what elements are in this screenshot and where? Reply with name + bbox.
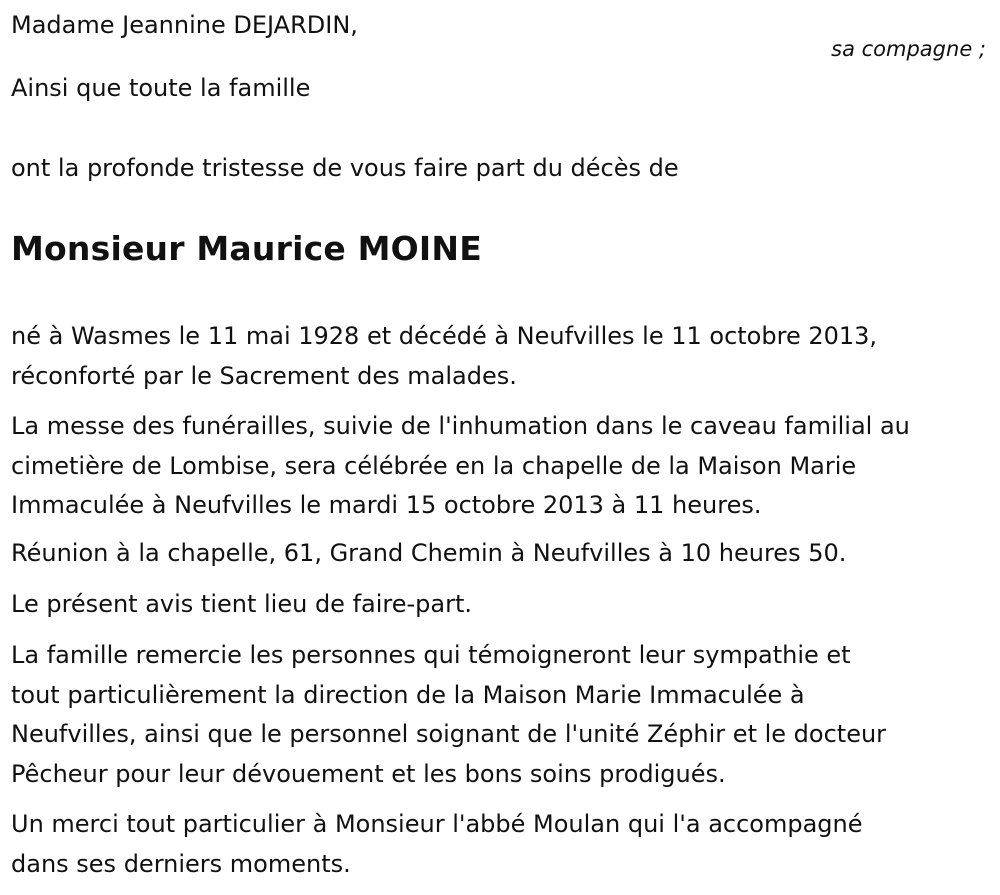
deceased-name: Monsieur Maurice MOINE [11, 229, 482, 268]
paragraph-line: Immaculée à Neufvilles le mardi 15 octobre 2013 à 11 heures. [11, 491, 762, 519]
paragraph-line: dans ses derniers moments. [11, 849, 351, 878]
paragraph-line: tout particulièrement la direction de la Maison Marie Immaculée à [11, 680, 805, 709]
notice-paragraph [11, 585, 472, 625]
paragraph-line: Réunion à la chapelle, 61, Grand Chemin à Neufvilles à 10 heures 50. [11, 539, 847, 567]
special-thanks-paragraph [11, 805, 863, 884]
paragraph-line: La famille remercie les personnes qui témoigneront leur sympathie et [11, 641, 851, 669]
thanks-paragraph [11, 636, 886, 794]
birth-death-paragraph [11, 317, 877, 396]
paragraph-line: cimetière de Lombise, sera célébrée en la chapelle de la Maison Marie [11, 451, 857, 480]
survivor-name: Madame Jeannine DEJARDIN, [11, 11, 358, 39]
family-line: Ainsi que toute la famille [11, 74, 311, 102]
paragraph-line: La messe des funérailles, suivie de l'inhumation dans le caveau familial au [11, 412, 910, 440]
meeting-paragraph [11, 534, 846, 574]
announcement-line: ont la profonde tristesse de vous faire part du décès de [11, 154, 679, 182]
paragraph-line: réconforté par le Sacrement des malades. [11, 361, 517, 390]
paragraph-line: Le présent avis tient lieu de faire-part. [11, 590, 473, 618]
paragraph-line: né à Wasmes le 11 mai 1928 et décédé à Neufvilles le 11 octobre 2013, [11, 322, 878, 350]
relation-label: sa compagne ; [831, 37, 986, 61]
paragraph-line: Pêcheur pour leur dévouement et les bons soins prodigués. [11, 759, 726, 788]
funeral-paragraph [11, 407, 910, 526]
paragraph-line: Neufvilles, ainsi que le personnel soignant de l'unité Zéphir et le docteur [11, 720, 887, 748]
paragraph-line: Un merci tout particulier à Monsieur l'abbé Moulan qui l'a accompagné [11, 810, 863, 838]
